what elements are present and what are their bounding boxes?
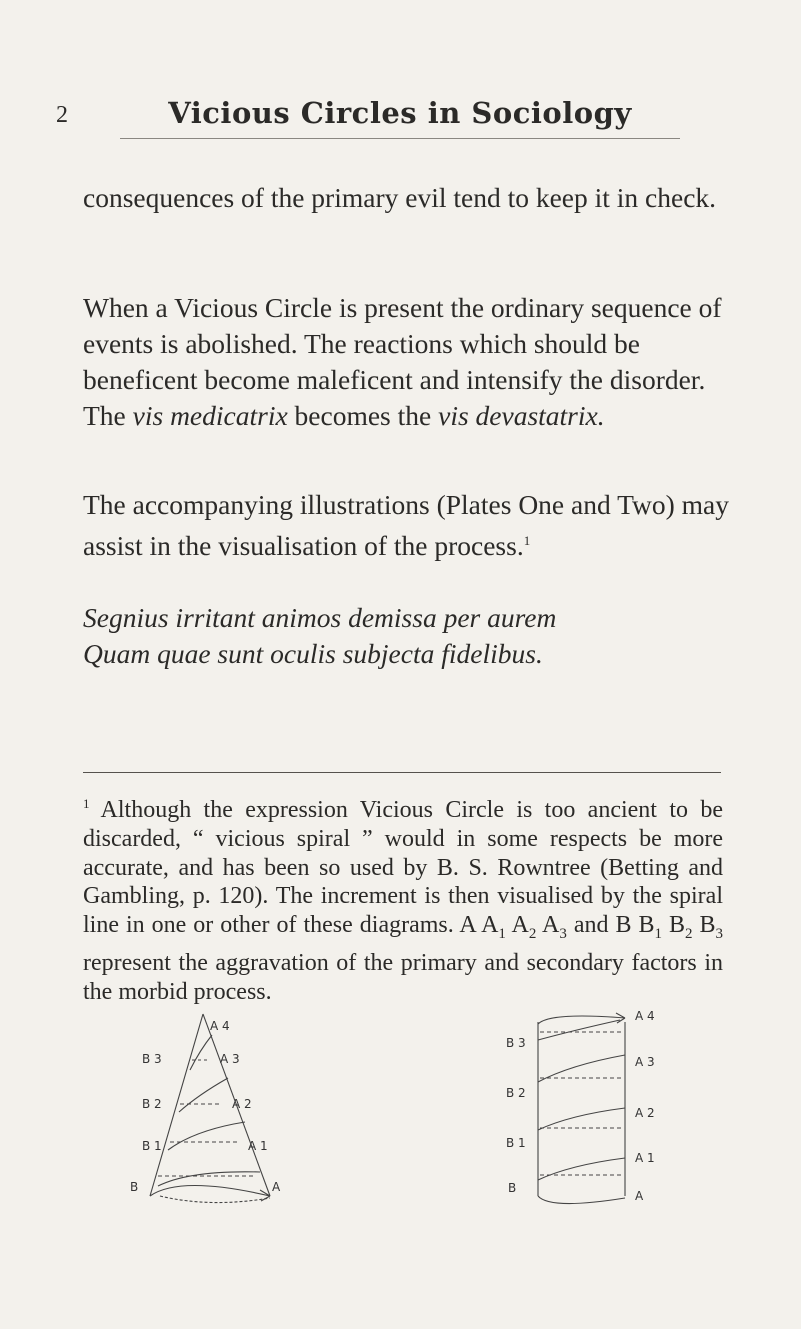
diagram-label: B 2	[142, 1097, 162, 1111]
diagram-label: A 2	[635, 1106, 655, 1120]
footnote-sub: 3	[715, 925, 724, 942]
footnote-sub: 1	[654, 925, 663, 942]
diagram-label: B	[130, 1180, 139, 1194]
diagram-label: B 3	[506, 1036, 526, 1050]
footnote-text-d: and B B	[566, 912, 655, 939]
diagram-label: A 1	[248, 1139, 268, 1153]
vis-medicatrix: vis medicatrix	[132, 400, 288, 431]
footnote-sub: 2	[528, 925, 537, 942]
diagram-label: B 1	[506, 1136, 526, 1150]
diagram-label: B 3	[142, 1052, 162, 1066]
paragraph-3-text: The accompanying illustrations (Plates One and Two) may assist in the visualisation of the process.	[83, 489, 729, 562]
paragraph-3	[83, 487, 743, 564]
quote-line-1: Segnius irritant animos demissa per aurem	[83, 602, 557, 633]
diagram-label: A 1	[635, 1151, 655, 1165]
vis-devastatrix: vis devastatrix.	[438, 400, 605, 431]
diagram-label: B 1	[142, 1139, 162, 1153]
diagram-label: B	[508, 1181, 517, 1195]
diagram-label: B 2	[506, 1086, 526, 1100]
running-head: Vicious Circles in Sociology	[168, 96, 632, 130]
footnote-text-b: A	[505, 912, 529, 939]
column-spiral-diagram	[490, 1000, 700, 1210]
header-rule	[120, 138, 680, 139]
diagram-label: A 4	[210, 1019, 230, 1033]
diagram-label: A 3	[635, 1055, 655, 1069]
footnote-text-c: A	[536, 912, 560, 939]
latin-quote	[83, 600, 763, 672]
diagram-label: A	[272, 1180, 281, 1194]
paragraph-2	[83, 290, 743, 434]
footnote-text-a: Although the expression Vicious Circle is too ancient to be discarded, “ vicious spiral ” would in some respects be more accurate, and has been so used by B. S. Rowntree (Betting and Gambling, p. 120). The increment is then visualised by the spiral line in one or other of these diagrams. A A	[83, 797, 723, 939]
diagram-label: A	[635, 1189, 644, 1203]
footnote-sub: 3	[559, 925, 567, 942]
footnote-ref: 1	[523, 533, 531, 548]
footnote-body	[83, 790, 723, 1006]
quote-line-2: Quam quae sunt oculis subjecta fidelibus.	[83, 638, 543, 669]
paragraph-2-text-b: becomes the	[287, 400, 439, 431]
footnote-text-g: represent the aggravation of the primary and secondary factors in the morbid process.	[83, 949, 723, 1005]
page-number: 2	[56, 102, 68, 128]
diagram-label: A 2	[232, 1097, 252, 1111]
footnote-sub: 1	[498, 925, 506, 942]
triangle-spiral-diagram	[120, 1000, 320, 1210]
footnote-text-f: B	[692, 912, 716, 939]
footnote-text-e: B	[662, 912, 686, 939]
footnote	[83, 790, 723, 1006]
diagram-label: A 4	[635, 1009, 655, 1023]
footnote-marker: 1	[83, 796, 90, 811]
paragraph-1: consequences of the primary evil tend to keep it in check.	[83, 182, 717, 213]
footnote-rule	[83, 772, 721, 773]
footnote-sub: 2	[685, 925, 693, 942]
paragraph-2-text-a: When a Vicious Circle is present the ordinary sequence of events is abolished. The reactions which should be beneficent become maleficent and intensify the disorder. The	[83, 292, 722, 431]
diagram-label: A 3	[220, 1052, 240, 1066]
